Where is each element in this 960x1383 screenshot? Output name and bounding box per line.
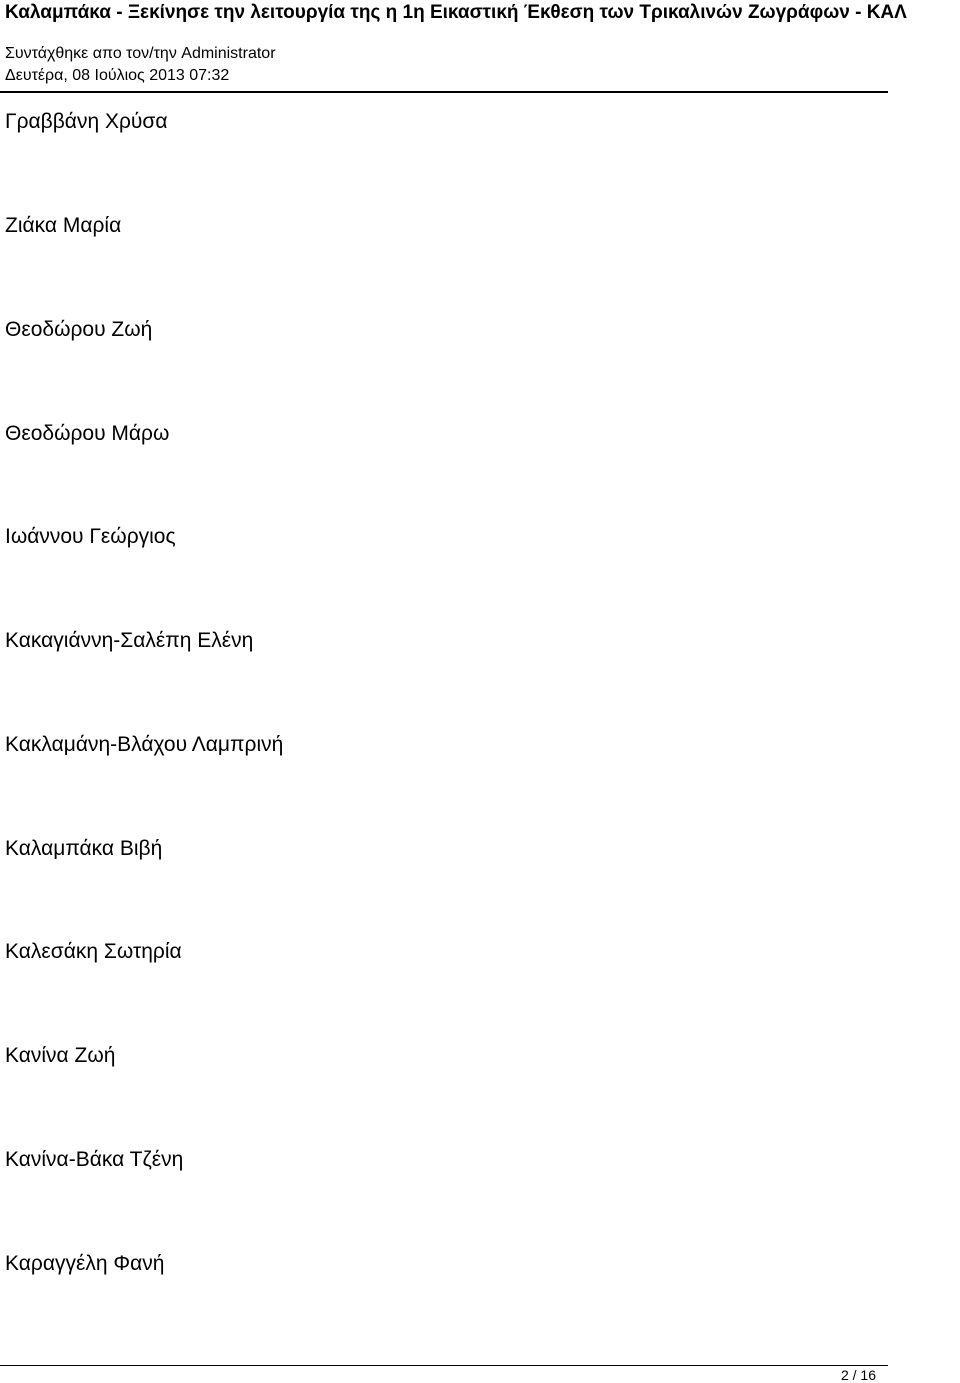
list-item: Καλεσάκη Σωτηρία	[5, 940, 182, 963]
footer-divider	[0, 1365, 888, 1366]
header-divider	[0, 91, 888, 93]
list-item: Καραγγέλη Φανή	[5, 1252, 165, 1275]
list-item: Κακαγιάννη-Σαλέπη Ελένη	[5, 629, 254, 652]
list-item: Κανίνα Ζωή	[5, 1044, 116, 1067]
list-item: Ιωάννου Γεώργιος	[5, 525, 176, 548]
date-line: Δευτέρα, 08 Ιούλιος 2013 07:32	[5, 67, 230, 84]
list-item: Γραββάνη Χρύσα	[5, 110, 168, 133]
list-item: Θεοδώρου Μάρω	[5, 422, 170, 445]
list-item: Κακλαμάνη-Βλάχου Λαμπρινή	[5, 733, 284, 756]
list-item: Θεοδώρου Ζωή	[5, 318, 153, 341]
list-item: Καλαμπάκα Βιβή	[5, 837, 163, 860]
list-item: Ζιάκα Μαρία	[5, 214, 122, 237]
list-item: Κανίνα-Βάκα Τζένη	[5, 1148, 184, 1171]
document-title: Καλαμπάκα - Ξεκίνησε την λειτουργία της η 1η Εικαστική Έκθεση των Τρικαλινών Ζωγράφων - ΚΑΛ	[5, 2, 907, 23]
author-line: Συντάχθηκε απο τον/την Administrator	[5, 45, 276, 62]
page-indicator: 2 / 16	[840, 1367, 876, 1383]
